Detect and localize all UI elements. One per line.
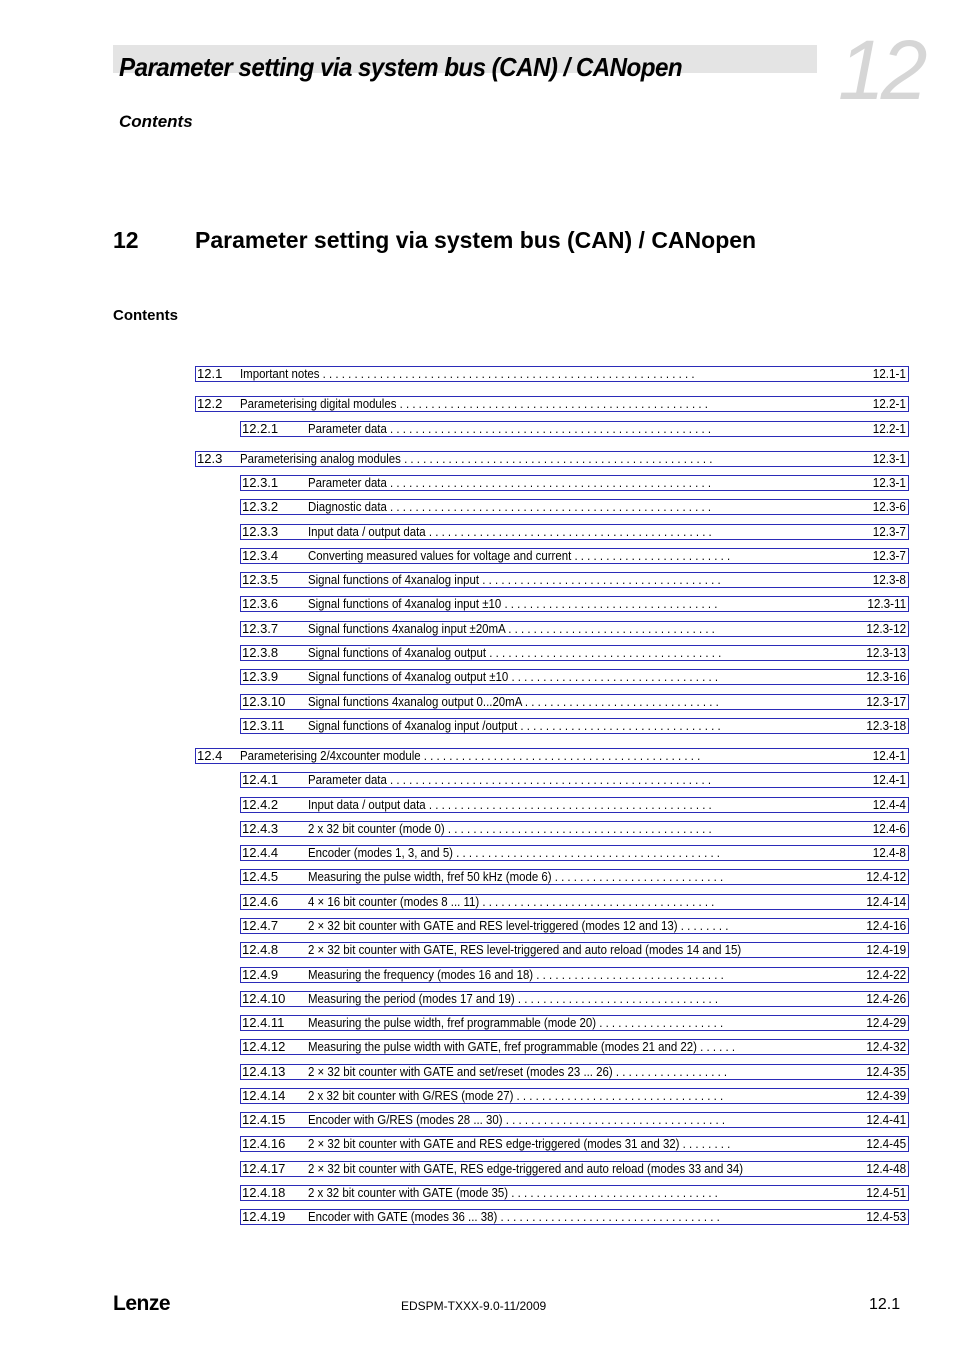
toc-subsection-entry[interactable] [240, 1136, 909, 1152]
toc-title: Measuring the pulse width, fref programmable (mode 20) . . . . . . . . . . . . . . . . . . . . [308, 1015, 724, 1030]
toc-subsection-entry[interactable] [240, 621, 909, 637]
toc-number: 12.3.8 [242, 645, 279, 660]
toc-page-ref: 12.4-1 [872, 772, 906, 787]
toc-page-ref: 12.3-6 [872, 499, 906, 514]
header-subtitle: Contents [119, 112, 193, 131]
toc-page-ref: 12.4-39 [866, 1088, 906, 1103]
toc-subsection-entry[interactable] [240, 524, 909, 540]
toc-title: Parameterising analog modules . . . . . . . . . . . . . . . . . . . . . . . . . . . . . . . . . . . . . . . . . . . . . . . . . [240, 451, 713, 466]
toc-section-entry[interactable] [195, 748, 909, 764]
toc-title: Signal functions 4xanalog output 0...20mA . . . . . . . . . . . . . . . . . . . . . . . . . . . . . . . [308, 694, 719, 709]
toc-number: 12.4.16 [242, 1136, 286, 1151]
toc-subsection-entry[interactable] [240, 718, 909, 734]
toc-subsection-entry[interactable] [240, 669, 909, 685]
toc-subsection-entry[interactable] [240, 645, 909, 661]
toc-subsection-entry[interactable] [240, 991, 909, 1007]
toc-page-ref: 12.3-11 [867, 596, 906, 611]
toc-page-ref: 12.3-12 [866, 621, 906, 636]
toc-section-entry[interactable] [195, 451, 909, 467]
toc-title: Signal functions of 4xanalog input . . . . . . . . . . . . . . . . . . . . . . . . . . . . . . . . . . . . . . [308, 572, 721, 587]
toc-subsection-entry[interactable] [240, 475, 909, 491]
toc-subsection-entry[interactable] [240, 845, 909, 861]
toc-number: 12.4.10 [242, 991, 286, 1006]
toc-title: Input data / output data . . . . . . . . . . . . . . . . . . . . . . . . . . . . . . . . . . . . . . . . . . . . . [308, 797, 712, 812]
toc-page-ref: 12.3-17 [866, 694, 906, 709]
lenze-logo: Lenze [113, 1292, 171, 1315]
toc-subsection-entry[interactable] [240, 772, 909, 788]
toc-title: Encoder with G/RES (modes 28 ... 30) . . . . . . . . . . . . . . . . . . . . . . . . . . . . . . . . . . . [308, 1112, 726, 1127]
toc-title: Measuring the pulse width with GATE, fref programmable (modes 21 and 22) . . . . . . [308, 1039, 736, 1054]
toc-title: Parameter data . . . . . . . . . . . . . . . . . . . . . . . . . . . . . . . . . . . . . . . . . . . . . . . . . . . [308, 475, 712, 490]
toc-subsection-entry[interactable] [240, 1015, 909, 1031]
toc-number: 12.4.19 [242, 1209, 286, 1224]
toc-number: 12.4.3 [242, 821, 279, 836]
toc-page-ref: 12.4-29 [866, 1015, 906, 1030]
toc-number: 12.4 [197, 748, 223, 763]
toc-page-ref: 12.3-8 [872, 572, 906, 587]
toc-page-ref: 12.4-8 [872, 845, 906, 860]
toc-page-ref: 12.3-18 [866, 718, 906, 733]
toc-subsection-entry[interactable] [240, 1185, 909, 1201]
toc-number: 12.3.7 [242, 621, 279, 636]
toc-subsection-entry[interactable] [240, 967, 909, 983]
toc-number: 12.3.9 [242, 669, 279, 684]
toc-section-entry[interactable] [195, 366, 909, 382]
toc-subsection-entry[interactable] [240, 918, 909, 934]
toc-page-ref: 12.3-7 [872, 524, 906, 539]
toc-page-ref: 12.4-35 [866, 1064, 906, 1079]
toc-number: 12.3.10 [242, 694, 286, 709]
toc-page-ref: 12.4-6 [872, 821, 906, 836]
toc-number: 12.1 [197, 366, 223, 381]
toc-subsection-entry[interactable] [240, 548, 909, 564]
toc-number: 12.3 [197, 451, 223, 466]
toc-number: 12.3.6 [242, 596, 279, 611]
toc-title: Measuring the period (modes 17 and 19) . . . . . . . . . . . . . . . . . . . . . . . . . . . . . . . . [308, 991, 719, 1006]
toc-title: Signal functions 4xanalog input ±20mA . . . . . . . . . . . . . . . . . . . . . . . . . . . . . . . . . [308, 621, 715, 636]
toc-page-ref: 12.4-1 [872, 748, 906, 763]
toc-subsection-entry[interactable] [240, 1039, 909, 1055]
toc-number: 12.3.3 [242, 524, 279, 539]
toc-subsection-entry[interactable] [240, 694, 909, 710]
toc-number: 12.4.8 [242, 942, 279, 957]
toc-title: Measuring the pulse width, fref 50 kHz (mode 6) . . . . . . . . . . . . . . . . . . . . . . . . . . . [308, 869, 724, 884]
toc-title: Input data / output data . . . . . . . . . . . . . . . . . . . . . . . . . . . . . . . . . . . . . . . . . . . . . [308, 524, 712, 539]
toc-subsection-entry[interactable] [240, 1209, 909, 1225]
toc-page-ref: 12.4-41 [866, 1112, 906, 1127]
header-chapter-number: 12 [838, 23, 924, 117]
toc-title: Converting measured values for voltage and current . . . . . . . . . . . . . . . . . . . . . . . . . [308, 548, 731, 563]
toc-subsection-entry[interactable] [240, 499, 909, 515]
toc-number: 12.4.5 [242, 869, 279, 884]
toc-number: 12.4.1 [242, 772, 279, 787]
chapter-number: 12 [113, 227, 139, 253]
toc-subsection-entry[interactable] [240, 1161, 909, 1177]
toc-title: Parameterising digital modules . . . . . . . . . . . . . . . . . . . . . . . . . . . . . . . . . . . . . . . . . . . . . . . . . [240, 396, 708, 411]
toc-subsection-entry[interactable] [240, 1112, 909, 1128]
toc-page-ref: 12.4-32 [866, 1039, 906, 1054]
toc-title: 2 x 32 bit counter (mode 0) . . . . . . . . . . . . . . . . . . . . . . . . . . . . . . . . . . . . . . . . . . [308, 821, 712, 836]
toc-number: 12.3.11 [242, 718, 285, 733]
toc-page-ref: 12.4-12 [866, 869, 906, 884]
toc-number: 12.4.11 [242, 1015, 285, 1030]
toc-page-ref: 12.4-48 [866, 1161, 906, 1176]
toc-page-ref: 12.4-45 [866, 1136, 906, 1151]
contents-heading: Contents [113, 307, 178, 324]
toc-title: 2 × 32 bit counter with GATE and RES level-triggered (modes 12 and 13) . . . . . . . . [308, 918, 729, 933]
toc-page-ref: 12.2-1 [872, 396, 906, 411]
toc-page-ref: 12.4-14 [866, 894, 906, 909]
toc-page-ref: 12.4-19 [866, 942, 906, 957]
toc-title: Measuring the frequency (modes 16 and 18) . . . . . . . . . . . . . . . . . . . . . . . . . . . . . . [308, 967, 724, 982]
toc-page-ref: 12.4-26 [866, 991, 906, 1006]
chapter-title: Parameter setting via system bus (CAN) / CANopen [195, 227, 757, 253]
toc-title: Encoder (modes 1, 3, and 5) . . . . . . . . . . . . . . . . . . . . . . . . . . . . . . . . . . . . . . . . . . [308, 845, 720, 860]
toc-title: 2 × 32 bit counter with GATE, RES edge-triggered and auto reload (modes 33 and 34) [308, 1161, 744, 1176]
toc-number: 12.2.1 [242, 421, 279, 436]
toc-subsection-entry[interactable] [240, 797, 909, 813]
toc-number: 12.4.17 [242, 1161, 286, 1176]
toc-number: 12.4.9 [242, 967, 279, 982]
footer-doc-id: EDSPM-TXXX-9.0-11/2009 [401, 1299, 547, 1313]
toc-page-ref: 12.4-22 [866, 967, 906, 982]
toc-subsection-entry[interactable] [240, 421, 909, 437]
toc-page-ref: 12.4-51 [866, 1185, 906, 1200]
toc-subsection-entry[interactable] [240, 1088, 909, 1104]
toc-number: 12.4.12 [242, 1039, 286, 1054]
toc-page-ref: 12.4-53 [866, 1209, 906, 1224]
toc-title: 2 x 32 bit counter with GATE (mode 35) . . . . . . . . . . . . . . . . . . . . . . . . . . . . . . . . . [308, 1185, 718, 1200]
toc-number: 12.4.2 [242, 797, 279, 812]
toc-number: 12.4.15 [242, 1112, 286, 1127]
toc-number: 12.4.7 [242, 918, 279, 933]
toc-number: 12.3.1 [242, 475, 279, 490]
toc-page-ref: 12.3-16 [866, 669, 906, 684]
toc-page-ref: 12.2-1 [872, 421, 906, 436]
toc-title: Signal functions of 4xanalog input /output . . . . . . . . . . . . . . . . . . . . . . . . . . . . . . . . [308, 718, 721, 733]
toc-page-ref: 12.1-1 [872, 366, 906, 381]
toc-title: Parameterising 2/4xcounter module . . . . . . . . . . . . . . . . . . . . . . . . . . . . . . . . . . . . . . . . . . . . [240, 748, 701, 763]
toc-subsection-entry[interactable] [240, 821, 909, 837]
toc-subsection-entry[interactable] [240, 869, 909, 885]
toc-page-ref: 12.3-1 [872, 475, 906, 490]
toc-number: 12.2 [197, 396, 223, 411]
toc-title: 4 × 16 bit counter (modes 8 ... 11) . . . . . . . . . . . . . . . . . . . . . . . . . . . . . . . . . . . . . [308, 894, 715, 909]
toc-page-ref: 12.3-7 [872, 548, 906, 563]
toc-number: 12.3.4 [242, 548, 279, 563]
toc-subsection-entry[interactable] [240, 942, 909, 958]
toc-subsection-entry[interactable] [240, 596, 909, 612]
toc-title: Signal functions of 4xanalog input ±10 . . . . . . . . . . . . . . . . . . . . . . . . . . . . . . . . . . [308, 596, 718, 611]
toc-title: Signal functions of 4xanalog output ±10 . . . . . . . . . . . . . . . . . . . . . . . . . . . . . . . . . [308, 669, 719, 684]
toc-subsection-entry[interactable] [240, 572, 909, 588]
toc-page-ref: 12.3-13 [866, 645, 906, 660]
toc-title: 2 × 32 bit counter with GATE and set/reset (modes 23 ... 26) . . . . . . . . . . . . . . . . . . [308, 1064, 728, 1079]
header-title: Parameter setting via system bus (CAN) / CANopen [119, 52, 683, 82]
toc-page-ref: 12.4-4 [872, 797, 906, 812]
toc-number: 12.4.4 [242, 845, 279, 860]
toc-title: Diagnostic data . . . . . . . . . . . . . . . . . . . . . . . . . . . . . . . . . . . . . . . . . . . . . . . . . . . [308, 499, 712, 514]
toc-title: 2 x 32 bit counter with G/RES (mode 27) . . . . . . . . . . . . . . . . . . . . . . . . . . . . . . . . . [308, 1088, 724, 1103]
toc-number: 12.4.18 [242, 1185, 286, 1200]
toc-number: 12.3.2 [242, 499, 279, 514]
toc-title: 2 × 32 bit counter with GATE, RES level-triggered and auto reload (modes 14 and 15) [308, 942, 742, 957]
toc-number: 12.4.6 [242, 894, 279, 909]
toc-subsection-entry[interactable] [240, 1064, 909, 1080]
toc-section-entry[interactable] [195, 396, 909, 412]
toc-number: 12.4.14 [242, 1088, 286, 1103]
toc-title: Signal functions of 4xanalog output . . . . . . . . . . . . . . . . . . . . . . . . . . . . . . . . . . . . . [308, 645, 722, 660]
toc-number: 12.4.13 [242, 1064, 286, 1079]
toc-title: Parameter data . . . . . . . . . . . . . . . . . . . . . . . . . . . . . . . . . . . . . . . . . . . . . . . . . . . [308, 421, 712, 436]
toc-page-ref: 12.4-16 [866, 918, 906, 933]
toc-title: Encoder with GATE (modes 36 ... 38) . . . . . . . . . . . . . . . . . . . . . . . . . . . . . . . . . . . [308, 1209, 720, 1224]
footer-page-number: 12.1 [869, 1296, 901, 1313]
toc-title: Important notes . . . . . . . . . . . . . . . . . . . . . . . . . . . . . . . . . . . . . . . . . . . . . . . . . . . . . . . . . . . [240, 366, 695, 381]
toc-title: 2 × 32 bit counter with GATE and RES edge-triggered (modes 31 and 32) . . . . . . . . [308, 1136, 731, 1151]
toc-title: Parameter data . . . . . . . . . . . . . . . . . . . . . . . . . . . . . . . . . . . . . . . . . . . . . . . . . . . [308, 772, 712, 787]
toc-number: 12.3.5 [242, 572, 279, 587]
toc-page-ref: 12.3-1 [872, 451, 906, 466]
toc-subsection-entry[interactable] [240, 894, 909, 910]
